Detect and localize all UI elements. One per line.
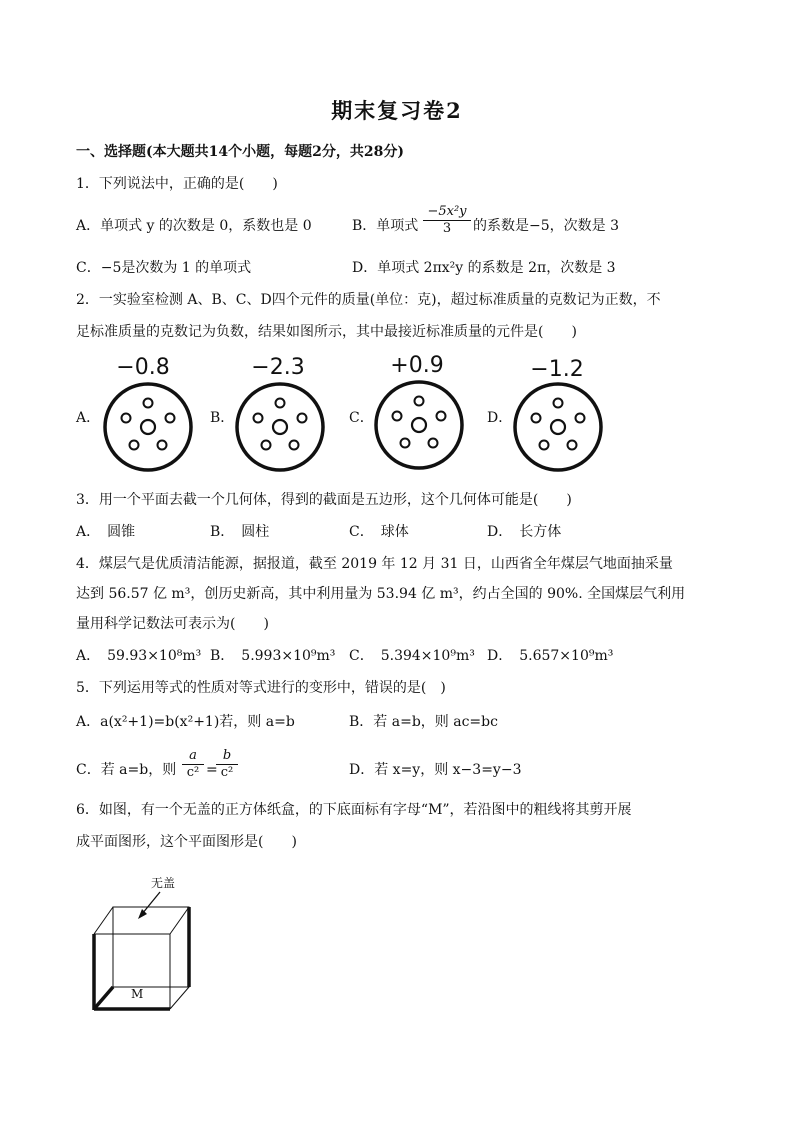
question-4-option-c: C． 5.394×10⁹m³ xyxy=(349,648,475,664)
question-4-line-2: 达到 56.57 亿 m³，创历史新高，其中利用量为 53.94 亿 m³，约占全国的 90%. 全国煤层气利用 xyxy=(76,586,686,602)
question-5-fraction-b xyxy=(216,748,238,781)
question-4-line-3: 量用科学记数法可表示为( ) xyxy=(76,616,269,632)
question-1-option-a: A．单项式 y 的次数是 0，系数也是 0 xyxy=(76,218,312,234)
question-2-line-2: 足标准质量的克数记为负数，结果如图所示，其中最接近标准质量的元件是( ) xyxy=(76,324,577,340)
question-5-option-d: D．若 x=y，则 x−3=y−3 xyxy=(349,762,522,778)
component-b-letter: B． xyxy=(210,410,235,426)
question-4-option-d: D． 5.657×10⁹m³ xyxy=(487,648,614,664)
component-c-icon xyxy=(373,379,465,471)
component-d-icon xyxy=(512,381,604,473)
fraction-numerator: b xyxy=(216,748,238,765)
question-5-option-a: A．a(x²+1)=b(x²+1)若，则 a=b xyxy=(76,714,295,730)
question-3-option-c: C． 球体 xyxy=(349,524,409,540)
question-5-fraction-a xyxy=(182,748,204,781)
question-6-line-2: 成平面图形，这个平面图形是( ) xyxy=(76,834,297,850)
question-5-equals: = xyxy=(206,762,218,778)
fraction-numerator: −5x²y xyxy=(423,204,471,221)
component-a-value: −0.8 xyxy=(116,355,170,380)
component-d-value: −1.2 xyxy=(530,357,584,382)
component-b-value: −2.3 xyxy=(251,355,305,380)
question-3-stem: 3．用一个平面去截一个几何体，得到的截面是五边形，这个几何体可能是( ) xyxy=(76,492,572,508)
question-4-option-a: A． 59.93×10⁸m³ xyxy=(76,648,202,664)
question-6-line-1: 6．如图，有一个无盖的正方体纸盒，的下底面标有字母“M”，若沿图中的粗线将其剪开展 xyxy=(76,802,632,818)
cube-lid-label: 无盖 xyxy=(151,876,176,890)
component-b-icon xyxy=(234,381,326,473)
question-1-option-d: D．单项式 2πx²y 的系数是 2π，次数是 3 xyxy=(352,260,616,276)
fraction-numerator: a xyxy=(182,748,204,765)
question-1-option-b-suffix: 的系数是−5，次数是 3 xyxy=(473,218,619,234)
fraction-denominator: c² xyxy=(186,765,200,780)
question-4-line-1: 4．煤层气是优质清洁能源，据报道，截至 2019 年 12 月 31 日，山西省全年煤层气地面抽采量 xyxy=(76,556,673,572)
question-5-option-c-prefix: C．若 a=b，则 xyxy=(76,762,177,778)
question-3-option-b: B． 圆柱 xyxy=(210,524,270,540)
component-a-icon xyxy=(102,381,194,473)
question-1-option-c: C．−5是次数为 1 的单项式 xyxy=(76,260,252,276)
question-5-option-b: B．若 a=b，则 ac=bc xyxy=(349,714,498,730)
fraction-denominator: c² xyxy=(220,765,234,780)
fraction-denominator: 3 xyxy=(442,221,452,236)
question-3-option-a: A． 圆锥 xyxy=(76,524,136,540)
component-c-letter: C． xyxy=(349,410,374,426)
page-title: 期末复习卷2 xyxy=(331,98,463,123)
cube-bottom-label: M xyxy=(131,987,144,1001)
question-1-option-b-fraction xyxy=(423,204,471,237)
question-1-stem: 1．下列说法中，正确的是( ) xyxy=(76,176,278,192)
question-5-stem: 5．下列运用等式的性质对等式进行的变形中，错误的是( ) xyxy=(76,680,446,696)
question-1-option-b-prefix: B．单项式 xyxy=(352,218,419,234)
component-c-value: +0.9 xyxy=(390,353,444,378)
question-4-option-b: B． 5.993×10⁹m³ xyxy=(210,648,336,664)
component-a-letter: A． xyxy=(76,410,101,426)
component-d-letter: D． xyxy=(487,410,513,426)
section-heading: 一、选择题(本大题共14个小题，每题2分，共28分) xyxy=(76,144,404,160)
open-cube-diagram xyxy=(86,880,206,1020)
question-2-line-1: 2．一实验室检测 A、B、C、D四个元件的质量(单位：克)，超过标准质量的克数记为正数，不 xyxy=(76,292,661,308)
question-3-option-d: D． 长方体 xyxy=(487,524,562,540)
